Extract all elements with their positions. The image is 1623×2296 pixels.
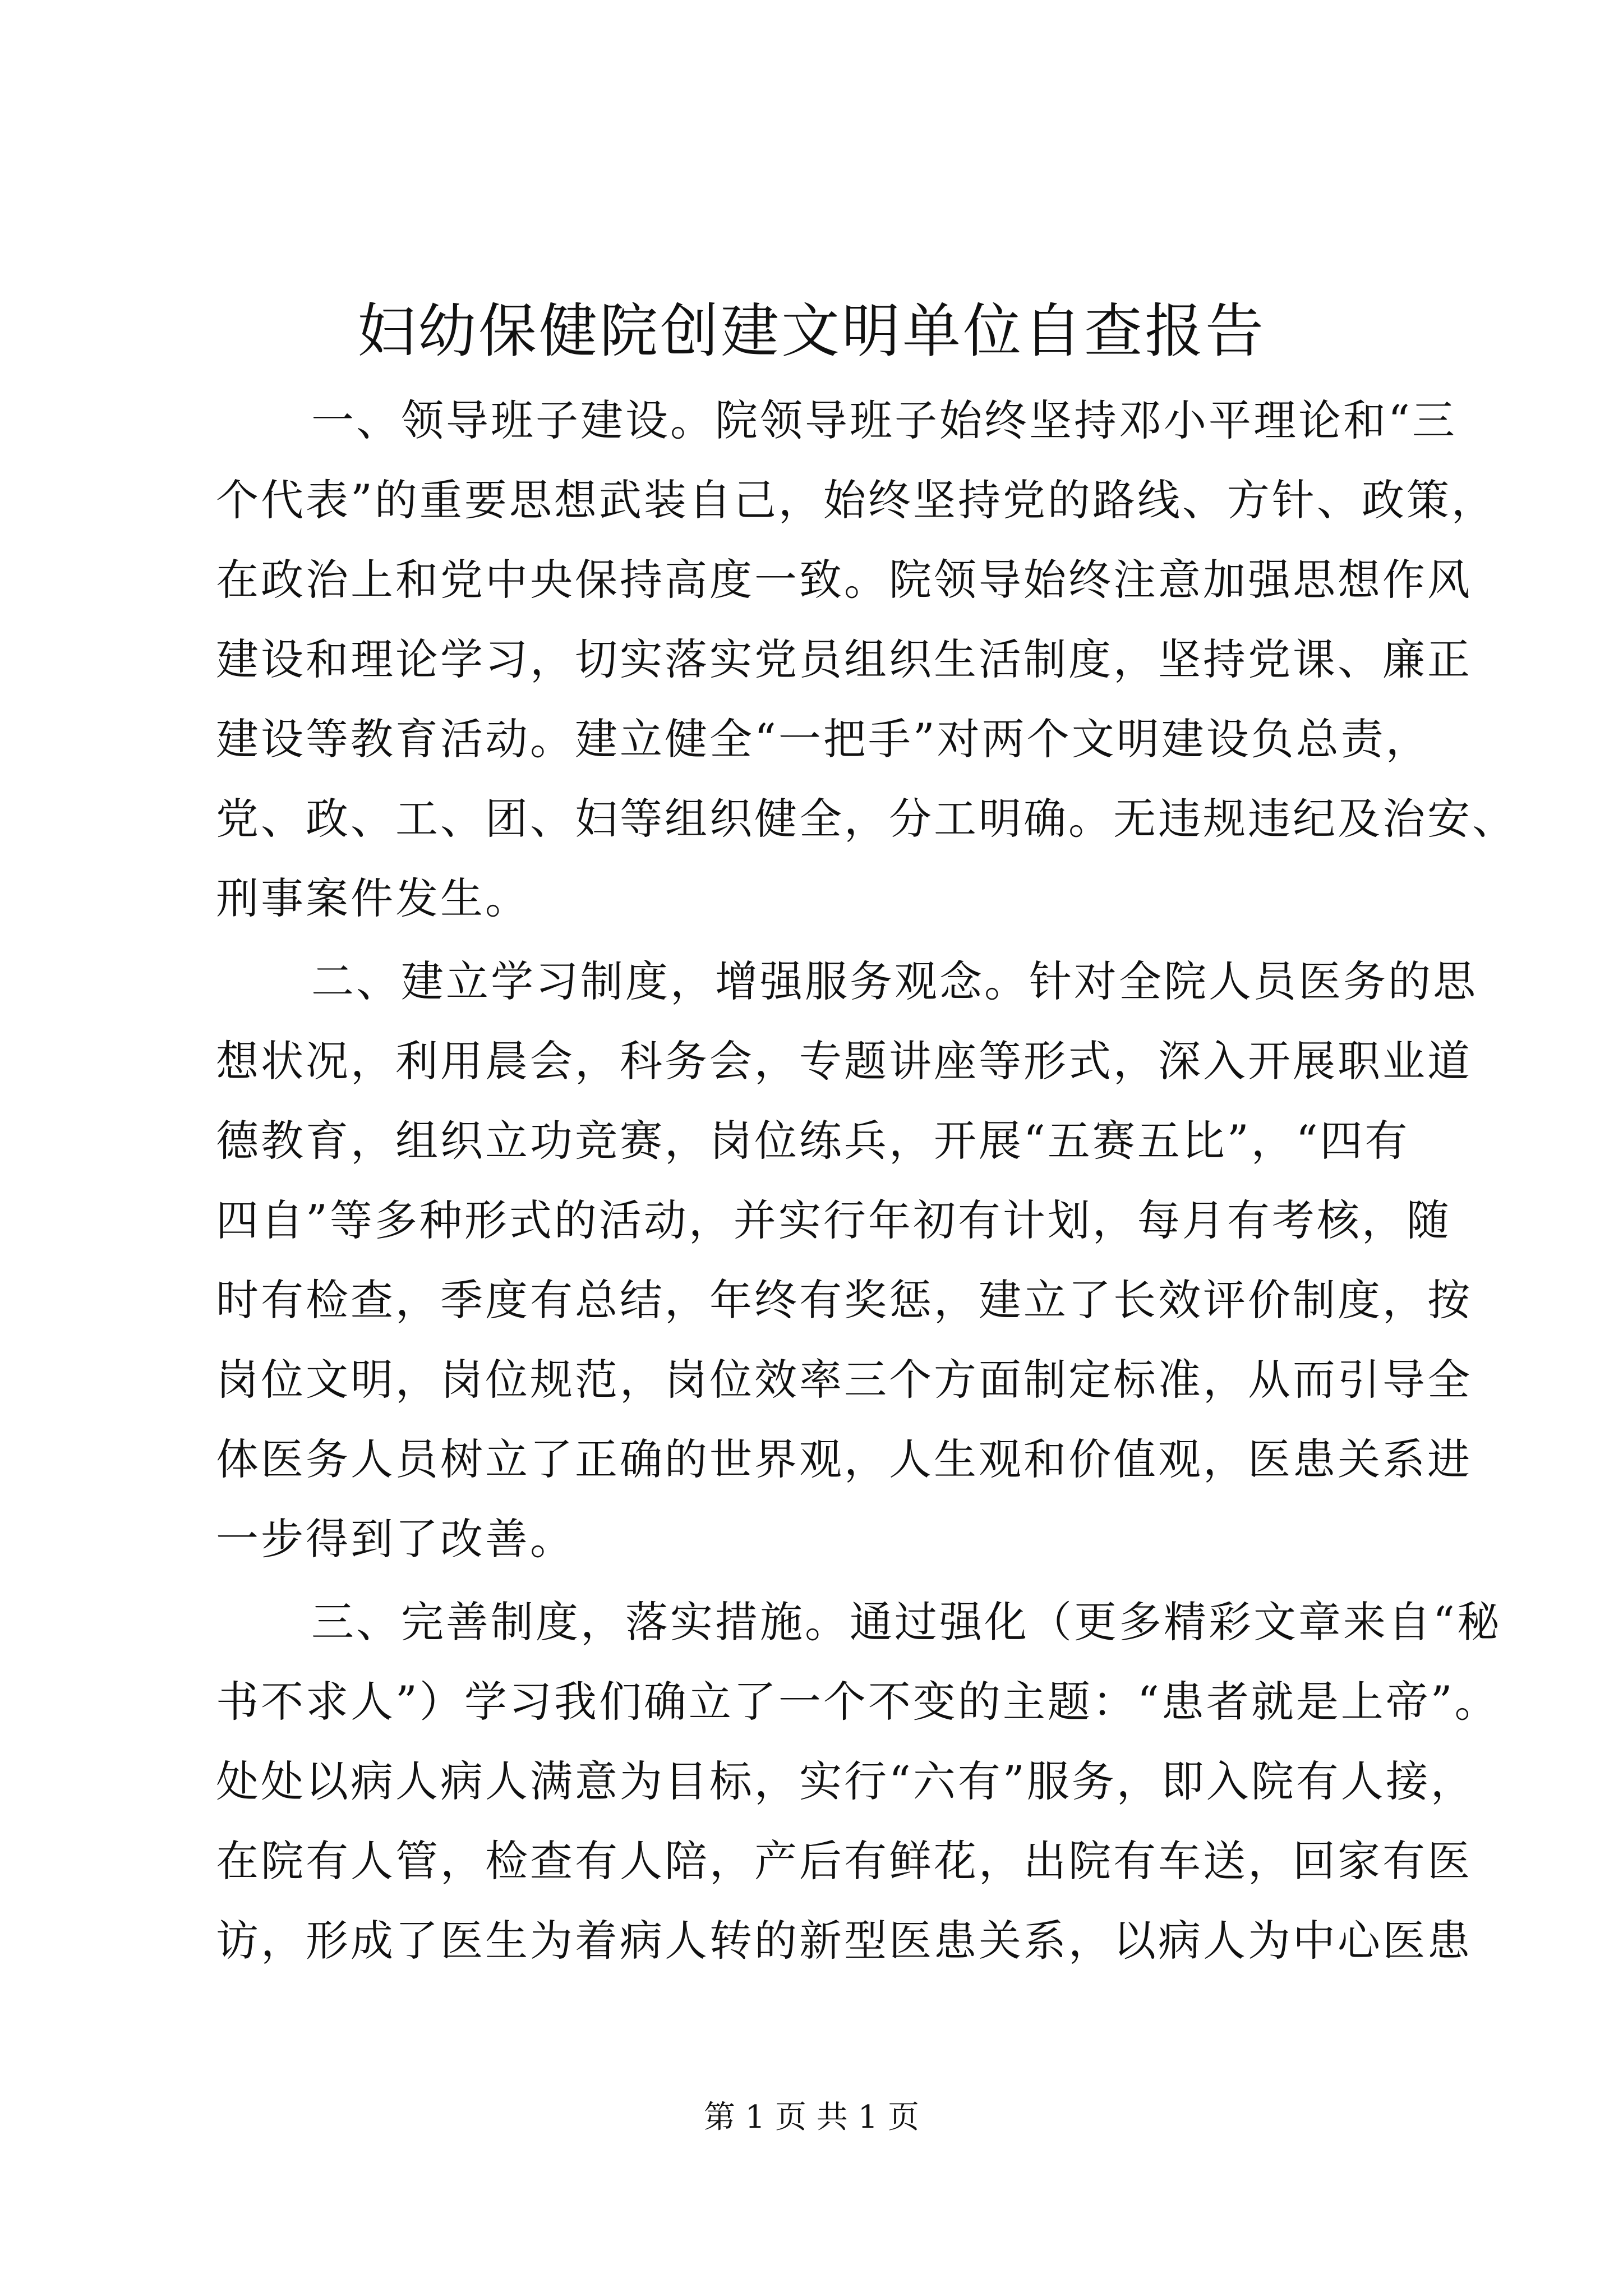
document-title: 妇幼保健院创建文明单位自查报告	[357, 297, 1266, 365]
paragraph-2-line-1: 二、建立学习制度，增强服务观念。针对全院人员医务的思	[311, 956, 1478, 1006]
paragraph-1-line-6: 党、政、工、团、妇等组织健全，分工明确。无违规违纪及治安、	[216, 794, 1517, 844]
paragraph-1-line-3: 在政治上和党中央保持高度一致。院领导始终注意加强思想作风	[216, 555, 1472, 605]
paragraph-1-line-5: 建设等教育活动。建立健全“一把手”对两个文明建设负总责，	[216, 714, 1431, 764]
paragraph-2-line-3: 德教育，组织立功竞赛，岗位练兵，开展“五赛五比”，“四有	[216, 1116, 1410, 1166]
paragraph-3-line-5: 访，形成了医生为着病人转的新型医患关系，以病人为中心医患	[216, 1916, 1472, 1966]
paragraph-1-line-2: 个代表”的重要思想武装自己，始终坚持党的路线、方针、政策，	[216, 475, 1496, 525]
paragraph-1-line-4: 建设和理论学习，切实落实党员组织生活制度，坚持党课、廉正	[216, 634, 1472, 684]
paragraph-2-line-6: 岗位文明，岗位规范，岗位效率三个方面制定标准，从而引导全	[216, 1355, 1472, 1405]
paragraph-2-line-2: 想状况，利用晨会，科务会，专题讲座等形式，深入开展职业道	[216, 1036, 1472, 1086]
paragraph-1-line-1: 一、领导班子建设。院领导班子始终坚持邓小平理论和“三	[311, 395, 1457, 445]
page-footer: 第 1 页 共 1 页	[703, 2099, 920, 2136]
paragraph-2-line-8: 一步得到了改善。	[216, 1514, 575, 1564]
paragraph-3-line-2: 书不求人”）学习我们确立了一个不变的主题：“患者就是上帝”。	[216, 1677, 1500, 1727]
paragraph-2-line-7: 体医务人员树立了正确的世界观，人生观和价值观，医患关系进	[216, 1434, 1472, 1484]
paragraph-1-line-7: 刑事案件发生。	[216, 873, 530, 923]
paragraph-3-line-4: 在院有人管，检查有人陪，产后有鲜花，出院有车送，回家有医	[216, 1836, 1472, 1886]
paragraph-2-line-5: 时有检查，季度有总结，年终有奖惩，建立了长效评价制度，按	[216, 1275, 1472, 1325]
paragraph-3-line-3: 处处以病人病人满意为目标，实行“六有”服务，即入院有人接，	[216, 1756, 1476, 1806]
paragraph-2-line-4: 四自”等多种形式的活动，并实行年初有计划，每月有考核，随	[216, 1195, 1451, 1245]
paragraph-3-line-1: 三、完善制度，落实措施。通过强化（更多精彩文章来自“秘	[311, 1597, 1502, 1647]
